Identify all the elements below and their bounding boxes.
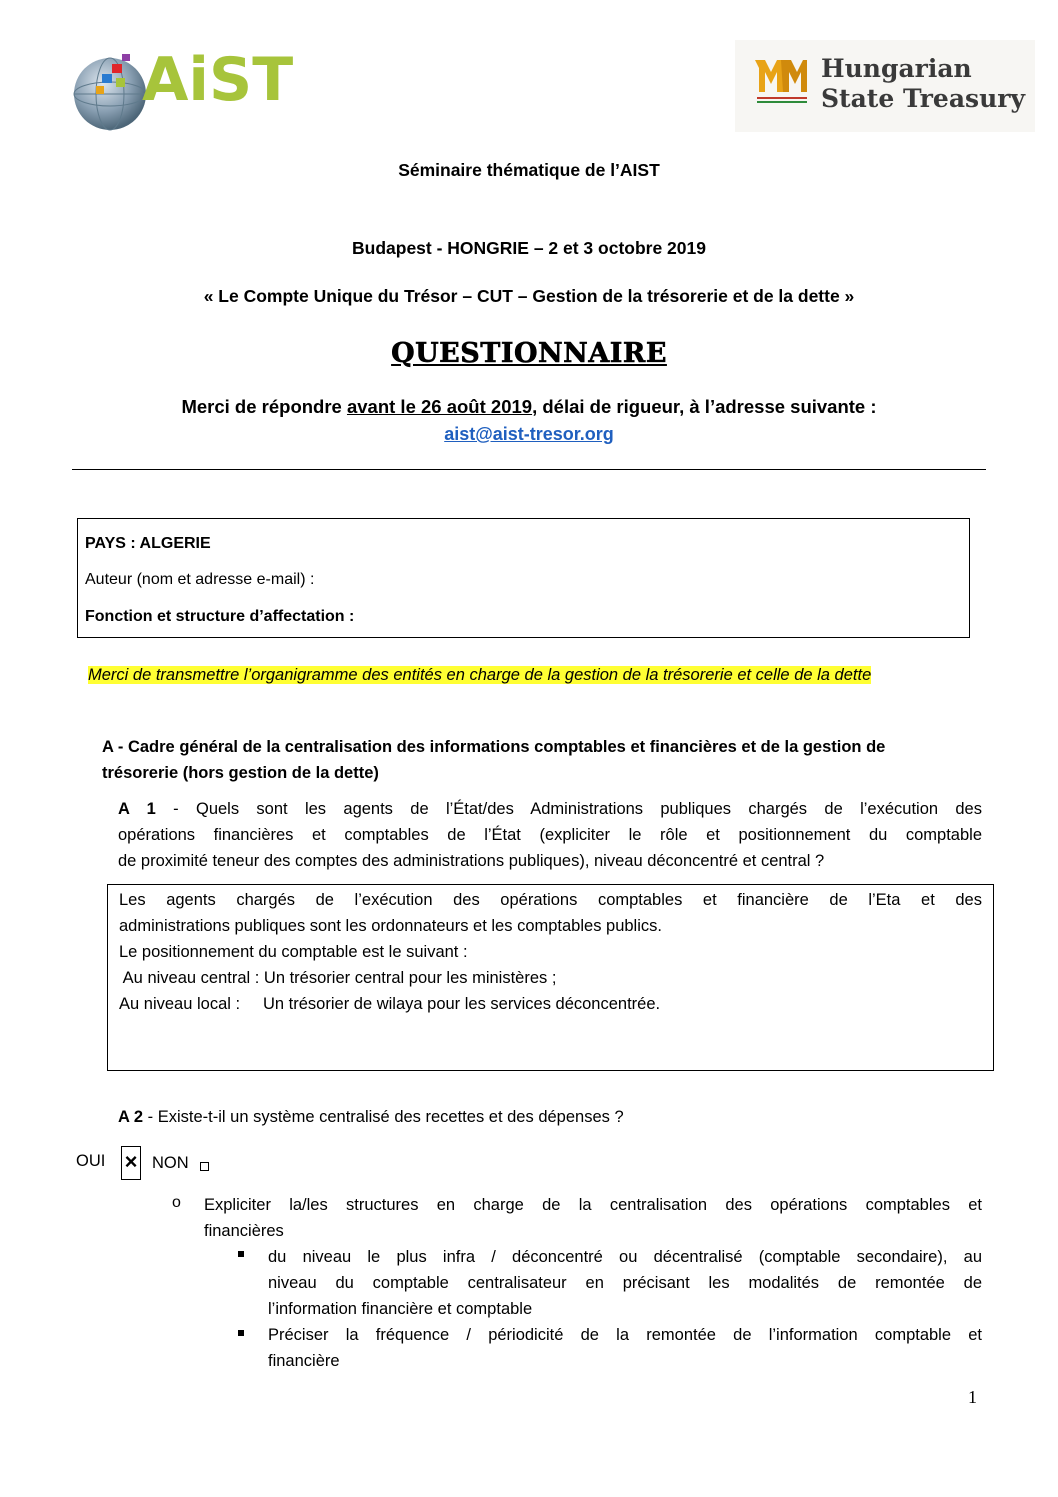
non-label: NON: [152, 1154, 189, 1172]
sub-item-line-1: Expliciter la/les structures en charge de la centralisation des opérations comptables et: [204, 1196, 982, 1214]
event-topic: « Le Compte Unique du Trésor – CUT – Gestion de la trésorerie et de la dette »: [203, 286, 855, 306]
organigram-request-note: [88, 662, 988, 688]
sub-sub-item-frequency: [268, 1322, 982, 1374]
sub-sub-item-levels: [268, 1244, 982, 1322]
deadline-suffix: , délai de rigueur, à l’adresse suivante :: [532, 396, 877, 417]
respondent-info-box: [77, 518, 970, 638]
hungarian-state-treasury-logo: [735, 40, 1035, 132]
deadline-line: [0, 396, 1058, 418]
bullet-square-icon: [238, 1330, 244, 1336]
answer-line-1: Les agents chargés de l’exécution des opérations comptables et financière de l’Eta et des: [119, 891, 982, 909]
aist-wordmark: AiST: [142, 45, 294, 115]
answer-a1-box[interactable]: [107, 884, 994, 1071]
answer-line-3: Le positionnement du comptable est le suivant :: [119, 943, 468, 961]
globe-icon: [72, 44, 152, 136]
section-a-heading: [102, 734, 992, 786]
treasury-wordmark: [821, 54, 1031, 114]
page-number: 1: [968, 1387, 977, 1407]
sub-sub-item-1-line-1: du niveau le plus infra / déconcentré ou décentralisé (comptable secondaire), au: [268, 1248, 982, 1266]
treasury-emblem-icon: [751, 56, 809, 106]
question-a1-label: A 1: [118, 800, 156, 818]
oui-label: OUI: [76, 1152, 106, 1170]
function-field: Fonction et structure d’affectation :: [85, 608, 355, 625]
highlighted-text: Merci de transmettre l’organigramme des entités en charge de la gestion de la trésorerie et celle de la dette: [88, 666, 872, 684]
deadline-date: avant le 26 août 2019: [346, 396, 533, 417]
question-a2-text: - Existe-t-il un système centralisé des recettes et des dépenses ?: [143, 1108, 624, 1126]
question-a1-line-2: opérations financières et comptables de l’État (expliciter le rôle et positionnement du comptable: [118, 826, 982, 844]
seminar-title: Séminaire thématique de l’AIST: [398, 160, 660, 180]
answer-line-2: administrations publiques sont les ordonnateurs et les comptables publics.: [119, 917, 662, 935]
treasury-line-1: Hungarian: [821, 54, 972, 83]
aist-logo: [72, 44, 292, 136]
contact-email-link[interactable]: aist@aist-tresor.org: [444, 424, 614, 444]
bullet-square-icon: [238, 1251, 244, 1257]
sub-item-line-2: financières: [204, 1222, 284, 1240]
bullet-circle-icon: o: [172, 1194, 181, 1211]
sub-sub-item-2-line-1: Préciser la fréquence / périodicité de la remontée de l’information comptable et: [268, 1326, 982, 1344]
deadline-prefix: Merci de répondre: [181, 396, 347, 417]
treasury-line-2: State Treasury: [821, 84, 1025, 113]
section-a-heading-line-1: A - Cadre général de la centralisation des informations comptables et financières et de la gestion de: [102, 738, 886, 756]
question-a2: [118, 1104, 982, 1130]
country-field: PAYS : ALGERIE: [85, 535, 211, 552]
author-field: Auteur (nom et adresse e-mail) :: [85, 571, 315, 588]
oui-checkbox[interactable]: ×: [121, 1146, 141, 1180]
event-location-date: Budapest - HONGRIE – 2 et 3 octobre 2019: [352, 238, 706, 258]
answer-line-4: Au niveau central : Un trésorier central pour les ministères ;: [119, 969, 557, 987]
question-a2-label: A 2: [118, 1108, 144, 1126]
question-a1: [118, 796, 982, 874]
sub-item-structures: [204, 1192, 982, 1244]
answer-line-5: Au niveau local : Un trésorier de wilaya pour les services déconcentrée.: [119, 995, 661, 1013]
sub-sub-item-2-line-2: financière: [268, 1352, 340, 1370]
sub-sub-item-1-line-3: l’information financière et comptable: [268, 1300, 533, 1318]
header-divider: [72, 469, 986, 470]
question-a1-line-3: de proximité teneur des comptes des administrations publiques), niveau déconcentré et central ?: [118, 852, 825, 870]
question-a1-line-1: [118, 796, 982, 822]
section-a-heading-line-2: trésorerie (hors gestion de la dette): [102, 764, 379, 782]
document-title: QUESTIONNAIRE: [391, 338, 667, 369]
sub-sub-item-1-line-2: niveau du comptable centralisateur en précisant les modalités de remontée de: [268, 1274, 982, 1292]
question-a1-text-1: - Quels sont les agents de l’État/des Administrations publiques chargés de l’exécution des: [155, 800, 982, 818]
non-checkbox[interactable]: [200, 1162, 209, 1171]
